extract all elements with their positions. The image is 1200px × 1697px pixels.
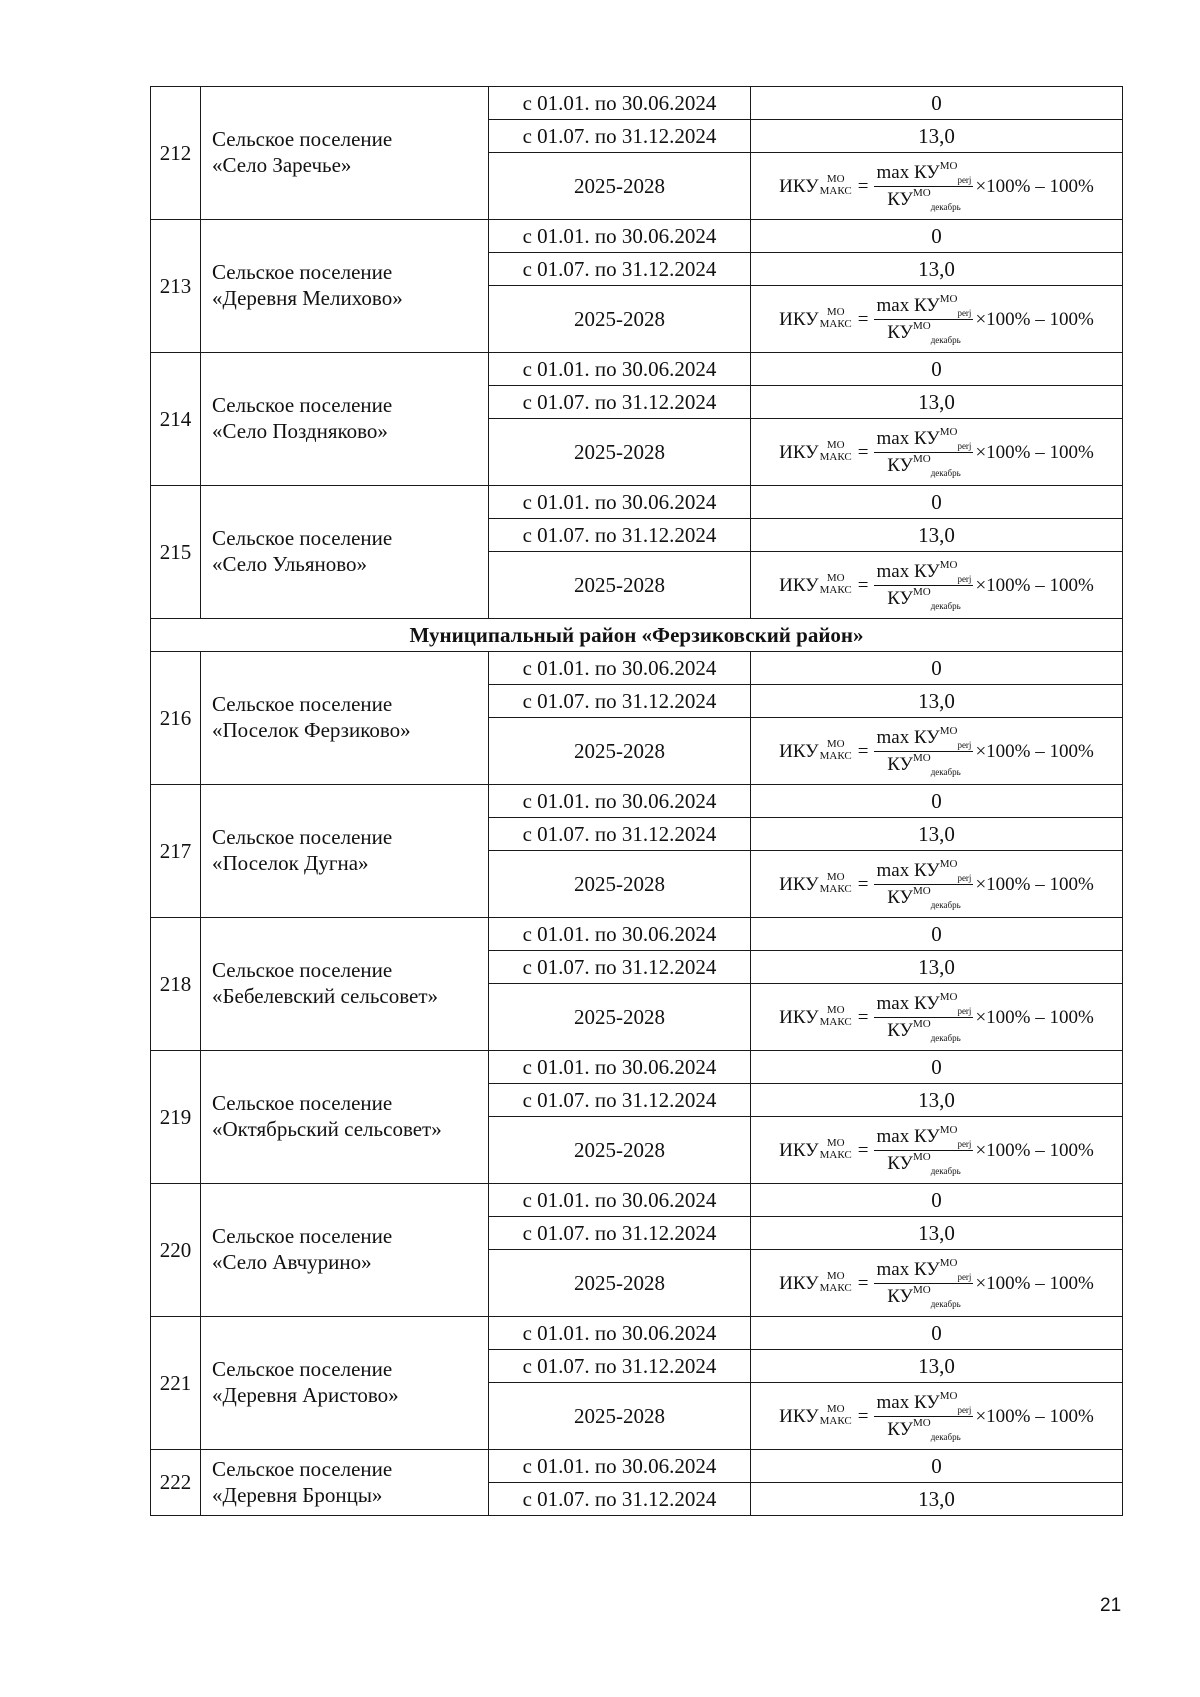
- formula-num-sub: perj: [957, 573, 972, 584]
- growth-index-formula: [779, 1391, 1094, 1442]
- formula-tail: ×100% – 100%: [975, 740, 1094, 762]
- formula-denominator: [887, 1417, 960, 1442]
- row-number: 220: [151, 1184, 201, 1317]
- period-years: 2025-2028: [489, 286, 751, 353]
- period-second-half: с 01.07. по 31.12.2024: [489, 253, 751, 286]
- formula-equals: =: [857, 740, 869, 762]
- formula-lhs-sub: МАКС: [819, 883, 852, 895]
- settlement-type: Сельское поселение: [212, 825, 393, 850]
- period-first-half: с 01.01. по 30.06.2024: [489, 918, 751, 951]
- value-second-half: 13,0: [751, 519, 1123, 552]
- table-row: [151, 1051, 1123, 1084]
- value-second-half: 13,0: [751, 386, 1123, 419]
- period-second-half: с 01.07. по 31.12.2024: [489, 120, 751, 153]
- period-years: 2025-2028: [489, 1117, 751, 1184]
- value-formula: [751, 851, 1123, 918]
- value-first-half: 0: [751, 785, 1123, 818]
- period-second-half: с 01.07. по 31.12.2024: [489, 1483, 751, 1516]
- growth-index-formula: [779, 859, 1094, 910]
- formula-num-sup: МО: [939, 1123, 958, 1136]
- row-number: 215: [151, 486, 201, 619]
- formula-tail: ×100% – 100%: [975, 873, 1094, 895]
- formula-den-sub: декабрь: [930, 766, 961, 777]
- growth-index-formula: [779, 1258, 1094, 1309]
- formula-num-text: max КУ: [876, 726, 940, 748]
- value-formula: [751, 1383, 1123, 1450]
- formula-numerator: [874, 294, 973, 320]
- settlement-title: «Поселок Ферзиково»: [212, 718, 411, 742]
- formula-den-sub: декабрь: [930, 899, 961, 910]
- formula-tail: ×100% – 100%: [975, 574, 1094, 596]
- value-formula: [751, 1250, 1123, 1317]
- formula-den-sup: МО: [912, 1017, 931, 1030]
- value-first-half: 0: [751, 1450, 1123, 1483]
- row-number: 222: [151, 1450, 201, 1516]
- formula-lhs-scripts: [820, 872, 852, 895]
- formula-num-sub: perj: [957, 1271, 972, 1282]
- settlement-name: [201, 220, 489, 353]
- row-number: 218: [151, 918, 201, 1051]
- formula-den-text: КУ: [887, 188, 913, 210]
- value-second-half: 13,0: [751, 1217, 1123, 1250]
- settlement-title: «Деревня Бронцы»: [212, 1482, 383, 1507]
- value-second-half: 13,0: [751, 685, 1123, 718]
- value-second-half: 13,0: [751, 1084, 1123, 1117]
- formula-lhs-sub: МАКС: [819, 451, 852, 463]
- settlement-name: [201, 353, 489, 486]
- growth-index-formula: [779, 427, 1094, 478]
- formula-lhs-sup: МО: [826, 738, 845, 751]
- value-formula: [751, 153, 1123, 220]
- formula-den-sub: декабрь: [930, 467, 961, 478]
- table-row: [151, 785, 1123, 818]
- formula-den-text: КУ: [887, 886, 913, 908]
- growth-index-formula: [779, 161, 1094, 212]
- formula-numerator: [874, 161, 973, 187]
- formula-num-sup: МО: [939, 558, 958, 571]
- period-years: 2025-2028: [489, 419, 751, 486]
- formula-num-sup: МО: [939, 1256, 958, 1269]
- settlement-title: «Деревня Мелихово»: [212, 286, 403, 310]
- value-formula: [751, 718, 1123, 785]
- formula-lhs-sup: МО: [826, 1004, 845, 1017]
- settlement-name: [201, 1450, 489, 1516]
- formula-fraction: [874, 992, 973, 1043]
- formula-tail: ×100% – 100%: [975, 1006, 1094, 1028]
- row-number: 216: [151, 652, 201, 785]
- formula-den-sup: МО: [912, 884, 931, 897]
- formula-equals: =: [857, 873, 869, 895]
- formula-lhs: ИКУ: [779, 1405, 819, 1427]
- formula-num-text: max КУ: [876, 560, 940, 582]
- table-row: [151, 1184, 1123, 1217]
- formula-fraction: [874, 161, 973, 212]
- district-title: Муниципальный район «Ферзиковский район»: [151, 619, 1123, 652]
- formula-denominator: [887, 885, 960, 910]
- formula-denominator: [887, 752, 960, 777]
- period-second-half: с 01.07. по 31.12.2024: [489, 685, 751, 718]
- period-second-half: с 01.07. по 31.12.2024: [489, 1350, 751, 1383]
- formula-den-sub: декабрь: [930, 1298, 961, 1309]
- formula-den-sub: декабрь: [930, 1431, 961, 1442]
- formula-num-sup: МО: [939, 724, 958, 737]
- formula-tail: ×100% – 100%: [975, 1139, 1094, 1161]
- settlement-type: Сельское поселение: [212, 1091, 393, 1116]
- formula-lhs-sup: МО: [826, 1137, 845, 1150]
- formula-num-sub: perj: [957, 440, 972, 451]
- period-first-half: с 01.01. по 30.06.2024: [489, 1450, 751, 1483]
- formula-num-text: max КУ: [876, 1125, 940, 1147]
- formula-lhs-scripts: [820, 739, 852, 762]
- settlement-name: [201, 87, 489, 220]
- formula-num-sub: perj: [957, 174, 972, 185]
- formula-num-sub: perj: [957, 1138, 972, 1149]
- formula-num-sup: МО: [939, 159, 958, 172]
- table-row: [151, 220, 1123, 253]
- formula-den-sub: декабрь: [930, 201, 961, 212]
- formula-lhs: ИКУ: [779, 441, 819, 463]
- formula-denominator: [887, 187, 960, 212]
- settlement-type: Сельское поселение: [212, 1224, 393, 1249]
- formula-num-sup: МО: [939, 1389, 958, 1402]
- formula-numerator: [874, 1125, 973, 1151]
- formula-den-sub: декабрь: [930, 1032, 961, 1043]
- formula-den-sup: МО: [912, 585, 931, 598]
- settlement-name: [201, 486, 489, 619]
- settlement-title: «Село Заречье»: [212, 153, 352, 177]
- formula-lhs-sub: МАКС: [819, 185, 852, 197]
- formula-den-sup: МО: [912, 186, 931, 199]
- value-formula: [751, 286, 1123, 353]
- settlement-type: Сельское поселение: [212, 1456, 393, 1481]
- settlement-title: «Бебелевский сельсовет»: [212, 984, 439, 1008]
- formula-num-sup: МО: [939, 990, 958, 1003]
- formula-num-text: max КУ: [876, 1258, 940, 1280]
- formula-lhs: ИКУ: [779, 574, 819, 596]
- formula-equals: =: [857, 1272, 869, 1294]
- formula-lhs: ИКУ: [779, 740, 819, 762]
- settlement-name: [201, 918, 489, 1051]
- formula-num-text: max КУ: [876, 1391, 940, 1413]
- formula-equals: =: [857, 1006, 869, 1028]
- formula-num-sub: perj: [957, 1404, 972, 1415]
- formula-lhs-sub: МАКС: [819, 1016, 852, 1028]
- formula-lhs-sup: МО: [826, 1270, 845, 1283]
- settlement-type: Сельское поселение: [212, 260, 393, 285]
- formula-num-sub: perj: [957, 307, 972, 318]
- settlement-type: Сельское поселение: [212, 1357, 393, 1382]
- period-years: 2025-2028: [489, 1250, 751, 1317]
- formula-numerator: [874, 859, 973, 885]
- value-formula: [751, 984, 1123, 1051]
- formula-num-sub: perj: [957, 872, 972, 883]
- value-first-half: 0: [751, 486, 1123, 519]
- period-second-half: с 01.07. по 31.12.2024: [489, 386, 751, 419]
- period-first-half: с 01.01. по 30.06.2024: [489, 220, 751, 253]
- table-row: [151, 486, 1123, 519]
- period-first-half: с 01.01. по 30.06.2024: [489, 1184, 751, 1217]
- formula-lhs-scripts: [820, 1404, 852, 1427]
- value-second-half: 13,0: [751, 1350, 1123, 1383]
- growth-index-formula: [779, 992, 1094, 1043]
- formula-den-sub: декабрь: [930, 600, 961, 611]
- formula-equals: =: [857, 574, 869, 596]
- formula-lhs-scripts: [820, 1138, 852, 1161]
- formula-lhs: ИКУ: [779, 175, 819, 197]
- formula-lhs-sub: МАКС: [819, 750, 852, 762]
- value-formula: [751, 419, 1123, 486]
- row-number: 214: [151, 353, 201, 486]
- formula-den-text: КУ: [887, 587, 913, 609]
- table-row: [151, 652, 1123, 685]
- formula-fraction: [874, 560, 973, 611]
- formula-den-text: КУ: [887, 454, 913, 476]
- table-row: [151, 353, 1123, 386]
- table-body: [151, 87, 1123, 1516]
- value-second-half: 13,0: [751, 818, 1123, 851]
- period-years: 2025-2028: [489, 1383, 751, 1450]
- value-first-half: 0: [751, 1051, 1123, 1084]
- value-first-half: 0: [751, 1317, 1123, 1350]
- period-years: 2025-2028: [489, 153, 751, 220]
- formula-lhs-sup: МО: [826, 306, 845, 319]
- period-first-half: с 01.01. по 30.06.2024: [489, 1051, 751, 1084]
- value-first-half: 0: [751, 918, 1123, 951]
- settlement-title: «Село Поздняково»: [212, 419, 388, 443]
- formula-numerator: [874, 560, 973, 586]
- formula-lhs-scripts: [820, 440, 852, 463]
- formula-denominator: [887, 586, 960, 611]
- formula-lhs-sub: МАКС: [819, 1149, 852, 1161]
- settlement-title: «Село Ульяново»: [212, 552, 368, 576]
- formula-lhs-sup: МО: [826, 1403, 845, 1416]
- formula-fraction: [874, 1125, 973, 1176]
- growth-index-formula: [779, 294, 1094, 345]
- period-years: 2025-2028: [489, 552, 751, 619]
- formula-equals: =: [857, 1405, 869, 1427]
- period-second-half: с 01.07. по 31.12.2024: [489, 519, 751, 552]
- formula-den-sup: МО: [912, 319, 931, 332]
- formula-lhs-sup: МО: [826, 439, 845, 452]
- formula-lhs-scripts: [820, 1005, 852, 1028]
- settlement-title: «Село Авчурино»: [212, 1250, 372, 1274]
- period-first-half: с 01.01. по 30.06.2024: [489, 353, 751, 386]
- formula-den-text: КУ: [887, 1152, 913, 1174]
- formula-equals: =: [857, 1139, 869, 1161]
- formula-fraction: [874, 1391, 973, 1442]
- formula-fraction: [874, 859, 973, 910]
- value-first-half: 0: [751, 1184, 1123, 1217]
- formula-num-sub: perj: [957, 739, 972, 750]
- value-second-half: 13,0: [751, 120, 1123, 153]
- formula-lhs: ИКУ: [779, 308, 819, 330]
- formula-lhs-sub: МАКС: [819, 318, 852, 330]
- formula-lhs-scripts: [820, 307, 852, 330]
- settlement-type: Сельское поселение: [212, 526, 393, 551]
- formula-den-text: КУ: [887, 1418, 913, 1440]
- formula-lhs-sup: МО: [826, 173, 845, 186]
- value-first-half: 0: [751, 353, 1123, 386]
- table-row: [151, 1317, 1123, 1350]
- tariff-index-table: [150, 86, 1123, 1516]
- formula-num-text: max КУ: [876, 992, 940, 1014]
- period-second-half: с 01.07. по 31.12.2024: [489, 818, 751, 851]
- formula-equals: =: [857, 308, 869, 330]
- formula-lhs: ИКУ: [779, 1006, 819, 1028]
- formula-lhs-sub: МАКС: [819, 1415, 852, 1427]
- period-years: 2025-2028: [489, 851, 751, 918]
- formula-fraction: [874, 726, 973, 777]
- formula-lhs-scripts: [820, 1271, 852, 1294]
- settlement-name: [201, 785, 489, 918]
- period-first-half: с 01.01. по 30.06.2024: [489, 486, 751, 519]
- formula-num-sup: МО: [939, 425, 958, 438]
- formula-tail: ×100% – 100%: [975, 308, 1094, 330]
- row-number: 217: [151, 785, 201, 918]
- formula-numerator: [874, 1258, 973, 1284]
- formula-fraction: [874, 1258, 973, 1309]
- settlement-name: [201, 1184, 489, 1317]
- formula-lhs: ИКУ: [779, 1139, 819, 1161]
- formula-den-sup: МО: [912, 1416, 931, 1429]
- formula-denominator: [887, 1151, 960, 1176]
- value-formula: [751, 1117, 1123, 1184]
- formula-lhs-sup: МО: [826, 572, 845, 585]
- formula-tail: ×100% – 100%: [975, 1272, 1094, 1294]
- formula-equals: =: [857, 175, 869, 197]
- formula-num-text: max КУ: [876, 859, 940, 881]
- table-row: [151, 87, 1123, 120]
- formula-lhs-sup: МО: [826, 871, 845, 884]
- formula-den-sub: декабрь: [930, 334, 961, 345]
- formula-numerator: [874, 1391, 973, 1417]
- formula-denominator: [887, 453, 960, 478]
- table-row: [151, 1450, 1123, 1483]
- growth-index-formula: [779, 560, 1094, 611]
- formula-den-sup: МО: [912, 1150, 931, 1163]
- formula-den-sup: МО: [912, 751, 931, 764]
- formula-numerator: [874, 992, 973, 1018]
- period-second-half: с 01.07. по 31.12.2024: [489, 1084, 751, 1117]
- period-second-half: с 01.07. по 31.12.2024: [489, 1217, 751, 1250]
- formula-num-sup: МО: [939, 857, 958, 870]
- formula-denominator: [887, 1018, 960, 1043]
- value-first-half: 0: [751, 220, 1123, 253]
- formula-fraction: [874, 427, 973, 478]
- growth-index-formula: [779, 726, 1094, 777]
- formula-lhs: ИКУ: [779, 1272, 819, 1294]
- growth-index-formula: [779, 1125, 1094, 1176]
- formula-lhs-scripts: [820, 573, 852, 596]
- formula-denominator: [887, 320, 960, 345]
- formula-den-text: КУ: [887, 1019, 913, 1041]
- district-header-row: [151, 619, 1123, 652]
- formula-den-text: КУ: [887, 321, 913, 343]
- value-formula: [751, 552, 1123, 619]
- formula-lhs-sub: МАКС: [819, 584, 852, 596]
- formula-num-text: max КУ: [876, 161, 940, 183]
- period-first-half: с 01.01. по 30.06.2024: [489, 87, 751, 120]
- period-first-half: с 01.01. по 30.06.2024: [489, 785, 751, 818]
- formula-fraction: [874, 294, 973, 345]
- formula-den-sup: МО: [912, 1283, 931, 1296]
- settlement-name: [201, 652, 489, 785]
- formula-den-sub: декабрь: [930, 1165, 961, 1176]
- settlement-type: Сельское поселение: [212, 958, 393, 983]
- formula-denominator: [887, 1284, 960, 1309]
- formula-lhs-scripts: [820, 174, 852, 197]
- value-first-half: 0: [751, 652, 1123, 685]
- row-number: 212: [151, 87, 201, 220]
- period-years: 2025-2028: [489, 718, 751, 785]
- settlement-type: Сельское поселение: [212, 127, 393, 152]
- settlement-type: Сельское поселение: [212, 692, 393, 717]
- formula-numerator: [874, 726, 973, 752]
- page-number: 21: [1100, 1595, 1122, 1616]
- formula-num-sup: МО: [939, 292, 958, 305]
- row-number: 221: [151, 1317, 201, 1450]
- period-first-half: с 01.01. по 30.06.2024: [489, 1317, 751, 1350]
- settlement-title: «Октябрьский сельсовет»: [212, 1117, 442, 1141]
- settlement-name: [201, 1317, 489, 1450]
- row-number: 213: [151, 220, 201, 353]
- formula-lhs: ИКУ: [779, 873, 819, 895]
- period-second-half: с 01.07. по 31.12.2024: [489, 951, 751, 984]
- formula-num-text: max КУ: [876, 427, 940, 449]
- formula-den-sup: МО: [912, 452, 931, 465]
- row-number: 219: [151, 1051, 201, 1184]
- formula-den-text: КУ: [887, 1285, 913, 1307]
- value-second-half: 13,0: [751, 1483, 1123, 1516]
- settlement-name: [201, 1051, 489, 1184]
- settlement-title: «Поселок Дугна»: [212, 851, 369, 875]
- formula-tail: ×100% – 100%: [975, 1405, 1094, 1427]
- formula-den-text: КУ: [887, 753, 913, 775]
- value-second-half: 13,0: [751, 253, 1123, 286]
- period-first-half: с 01.01. по 30.06.2024: [489, 652, 751, 685]
- table-row: [151, 918, 1123, 951]
- formula-num-sub: perj: [957, 1005, 972, 1016]
- formula-lhs-sub: МАКС: [819, 1282, 852, 1294]
- formula-numerator: [874, 427, 973, 453]
- formula-equals: =: [857, 441, 869, 463]
- formula-tail: ×100% – 100%: [975, 175, 1094, 197]
- value-first-half: 0: [751, 87, 1123, 120]
- formula-num-text: max КУ: [876, 294, 940, 316]
- period-years: 2025-2028: [489, 984, 751, 1051]
- settlement-type: Сельское поселение: [212, 393, 393, 418]
- formula-tail: ×100% – 100%: [975, 441, 1094, 463]
- value-second-half: 13,0: [751, 951, 1123, 984]
- settlement-title: «Деревня Аристово»: [212, 1383, 399, 1407]
